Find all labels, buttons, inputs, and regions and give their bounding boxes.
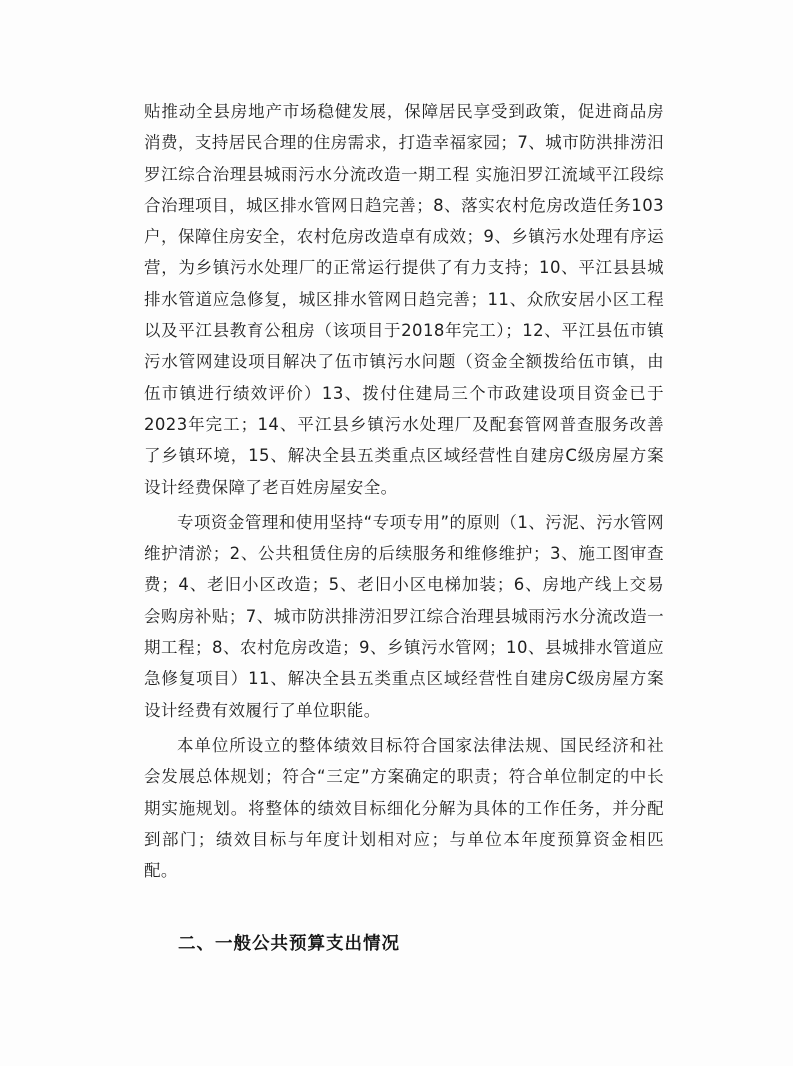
paragraph-performance-goals: 本单位所设立的整体绩效目标符合国家法律法规、国民经济和社会发展总体规划；符合“三定”方案确定的职责；符合单位制定的中长期实施规划。将整体的绩效目标细化分解为具体的工作任务，并分配到部门；绩效目标与年度计划相对应；与单位本年度预算资金相匹配。 [144,735,664,881]
paragraph-special-funds: 专项资金管理和使用坚持“专项专用”的原则（1、污泥、污水管网维护清淤；2、公共租赁住房的后续服务和维修维护；3、施工图审查费；4、老旧小区改造；5、老旧小区电梯加装；6、房地产线上交易会购房补贴；7、城市防洪排涝汨罗江综合治理县城雨污水分流改造一期工程；8、农村危房改造；9、乡镇污水管网；10、县城排水管道应急修复项目）11、解决全县五类重点区域经营性自建房C级房屋方案设计经费有效履行了单位职能。 [144,512,664,720]
section-heading: 二、一般公共预算支出情况 [178,934,400,954]
paragraph-continuation: 贴推动全县房地产市场稳健发展，保障居民享受到政策，促进商品房消费，支持居民合理的住房需求，打造幸福家园；7、城市防洪排涝汨罗江综合治理县城雨污水分流改造一期工程 实施汨罗江流域平江段综合治理项目，城区排水管网日趋完善；8、落实农村危房改造任务103户，保障住房安全，农村危房改造卓有成效；9、乡镇污水处理有序运营，为乡镇污水处理厂的正常运行提供了有力支持；10、平江县县城排水管道应急修复，城区排水管网日趋完善；11、众欣安居小区工程以及平江县教育公租房（该项目于2018年完工）；12、平江县伍市镇污水管网建设项目解决了伍市镇污水问题（资金全额拨给伍市镇，由伍市镇进行绩效评价）13、拨付住建局三个市政建设项目资金已于2023年完工；14、平江县乡镇污水处理厂及配套管网普查服务改善了乡镇环境，15、解决全县五类重点区域经营性自建房C级房屋方案设计经费保障了老百姓房屋安全。 [144,102,664,497]
document-body [144,96,664,886]
